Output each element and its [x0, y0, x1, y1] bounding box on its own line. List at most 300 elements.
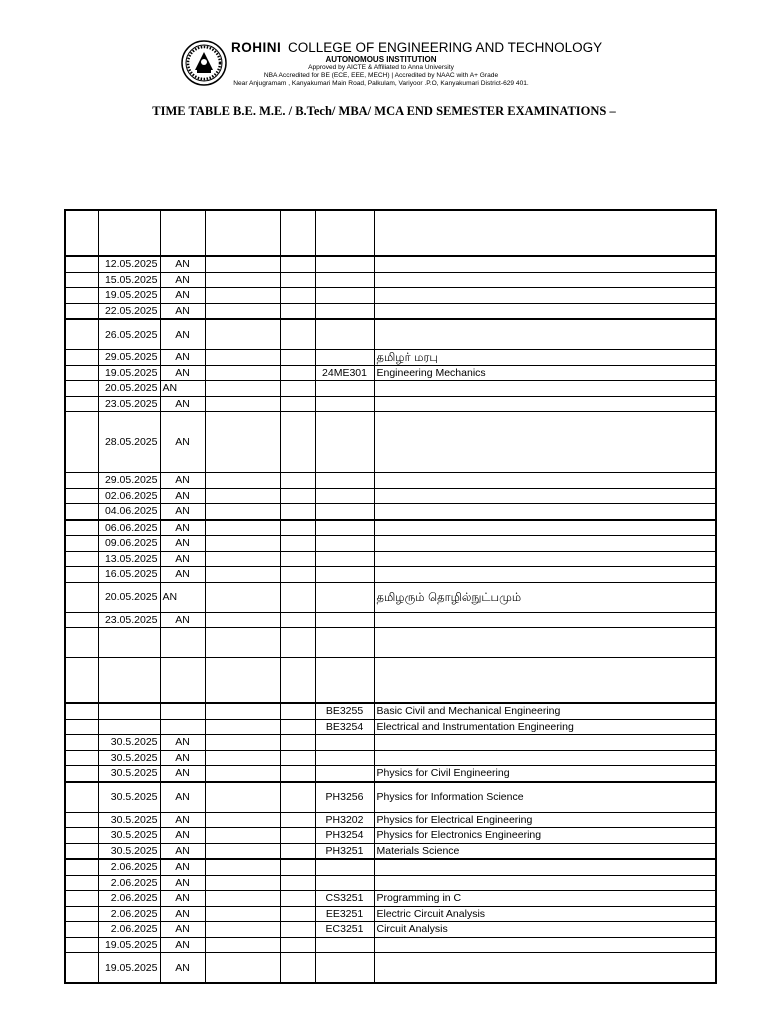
course-code-cell	[315, 750, 374, 766]
subject-cell: தமிழர் மரபு	[374, 350, 716, 366]
blank-cell	[280, 937, 315, 953]
date-cell	[98, 658, 160, 704]
college-full-name: COLLEGE OF ENGINEERING AND TECHNOLOGY	[288, 40, 603, 55]
course-code-cell	[315, 381, 374, 397]
session-cell: AN	[160, 520, 205, 536]
sno-cell	[65, 750, 98, 766]
session-cell: AN	[160, 766, 205, 782]
blank-cell	[280, 782, 315, 813]
date-cell: 19.05.2025	[98, 288, 160, 304]
course-code-cell	[315, 488, 374, 504]
table-row	[65, 551, 716, 567]
blank-cell	[205, 628, 280, 658]
table-row	[65, 766, 716, 782]
subject-cell: Basic Civil and Mechanical Engineering	[374, 703, 716, 719]
date-cell: 2.06.2025	[98, 922, 160, 938]
blank-cell	[280, 536, 315, 552]
table-row	[65, 520, 716, 536]
blank-cell	[280, 504, 315, 520]
session-cell: AN	[160, 396, 205, 412]
blank-cell	[280, 520, 315, 536]
course-code-cell	[315, 766, 374, 782]
date-cell: 16.05.2025	[98, 567, 160, 583]
blank-cell	[280, 875, 315, 891]
table-row	[65, 875, 716, 891]
table-row	[65, 381, 716, 397]
course-code-cell	[315, 319, 374, 350]
sno-cell	[65, 504, 98, 520]
sno-cell	[65, 703, 98, 719]
blank-cell	[205, 536, 280, 552]
blank-cell	[280, 859, 315, 875]
date-cell: 30.5.2025	[98, 843, 160, 859]
exam-timetable	[64, 209, 717, 984]
date-cell: 19.05.2025	[98, 937, 160, 953]
table-header-row	[65, 210, 716, 256]
blank-cell	[205, 350, 280, 366]
blank-cell	[280, 488, 315, 504]
sno-cell	[65, 488, 98, 504]
table-row	[65, 891, 716, 907]
table-row	[65, 365, 716, 381]
session-cell	[160, 703, 205, 719]
blank-cell	[280, 612, 315, 628]
subject-cell	[374, 504, 716, 520]
date-cell: 2.06.2025	[98, 875, 160, 891]
course-code-cell	[315, 937, 374, 953]
table-row	[65, 719, 716, 735]
subject-cell	[374, 937, 716, 953]
sno-cell	[65, 288, 98, 304]
session-cell: AN	[160, 750, 205, 766]
subject-cell: Electric Circuit Analysis	[374, 906, 716, 922]
table-row	[65, 735, 716, 751]
session-cell: AN	[160, 256, 205, 272]
session-cell: AN	[160, 488, 205, 504]
subject-cell: Physics for Electrical Engineering	[374, 812, 716, 828]
date-cell: 20.05.2025	[98, 381, 160, 397]
date-cell: 02.06.2025	[98, 488, 160, 504]
course-code-cell	[315, 658, 374, 704]
blank-cell	[205, 520, 280, 536]
table-row	[65, 750, 716, 766]
course-code-cell	[315, 859, 374, 875]
blank-cell	[280, 750, 315, 766]
blank-cell	[205, 828, 280, 844]
table-row	[65, 473, 716, 489]
table-row	[65, 922, 716, 938]
sno-cell	[65, 766, 98, 782]
sno-cell	[65, 303, 98, 319]
subject-cell	[374, 412, 716, 473]
blank-cell	[205, 750, 280, 766]
date-cell: 28.05.2025	[98, 412, 160, 473]
course-code-cell: PH3251	[315, 843, 374, 859]
blank-cell	[280, 256, 315, 272]
sno-cell	[65, 272, 98, 288]
blank-cell	[205, 412, 280, 473]
blank-cell	[205, 567, 280, 583]
subject-cell: Materials Science	[374, 843, 716, 859]
blank-cell	[280, 843, 315, 859]
blank-cell	[280, 582, 315, 612]
subject-cell: தமிழரும் தொழில்நுட்பமும்	[374, 582, 716, 612]
blank-cell	[280, 319, 315, 350]
course-code-cell	[315, 567, 374, 583]
course-code-cell	[315, 875, 374, 891]
timetable-title: TIME TABLE B.E. M.E. / B.Tech/ MBA/ MCA END SEMESTER EXAMINATIONS –	[152, 104, 616, 118]
table-row	[65, 567, 716, 583]
table-row	[65, 703, 716, 719]
table-row	[65, 937, 716, 953]
date-cell: 26.05.2025	[98, 319, 160, 350]
table-row	[65, 612, 716, 628]
date-cell: 2.06.2025	[98, 891, 160, 907]
table-row	[65, 628, 716, 658]
course-code-cell: EE3251	[315, 906, 374, 922]
college-name	[231, 40, 601, 55]
blank-cell	[205, 719, 280, 735]
blank-cell	[205, 365, 280, 381]
table-row	[65, 350, 716, 366]
table-row	[65, 256, 716, 272]
blank-cell	[205, 381, 280, 397]
sno-cell	[65, 953, 98, 984]
session-cell: AN	[160, 612, 205, 628]
subject-cell	[374, 735, 716, 751]
blank-cell	[205, 843, 280, 859]
session-cell: AN	[160, 365, 205, 381]
table-row	[65, 412, 716, 473]
blank-cell	[280, 303, 315, 319]
course-code-cell	[315, 288, 374, 304]
subject-cell: Physics for Electronics Engineering	[374, 828, 716, 844]
sno-cell	[65, 719, 98, 735]
table-row	[65, 812, 716, 828]
date-cell: 30.5.2025	[98, 782, 160, 813]
sno-cell	[65, 782, 98, 813]
course-code-cell	[315, 272, 374, 288]
course-code-cell: PH3254	[315, 828, 374, 844]
session-cell: AN	[160, 551, 205, 567]
header-cell	[315, 210, 374, 256]
blank-cell	[280, 381, 315, 397]
blank-cell	[280, 350, 315, 366]
date-cell: 23.05.2025	[98, 396, 160, 412]
subject-cell	[374, 256, 716, 272]
blank-cell	[205, 735, 280, 751]
blank-cell	[205, 875, 280, 891]
header-cell	[65, 210, 98, 256]
course-code-cell: EC3251	[315, 922, 374, 938]
blank-cell	[280, 953, 315, 984]
blank-cell	[205, 551, 280, 567]
blank-cell	[205, 953, 280, 984]
blank-cell	[205, 937, 280, 953]
course-code-cell: BE3255	[315, 703, 374, 719]
sno-cell	[65, 735, 98, 751]
table-row	[65, 582, 716, 612]
table-row	[65, 288, 716, 304]
blank-cell	[205, 473, 280, 489]
session-cell: AN	[160, 381, 205, 397]
date-cell	[98, 719, 160, 735]
session-cell: AN	[160, 272, 205, 288]
session-cell: AN	[160, 812, 205, 828]
sno-cell	[65, 658, 98, 704]
course-code-cell	[315, 536, 374, 552]
blank-cell	[280, 891, 315, 907]
address-line: Near Anjugramam , Kanyakumari Main Road, Palkulam, Variyoor .P.O, Kanyakumari District-629 401.	[233, 79, 529, 87]
date-cell: 30.5.2025	[98, 812, 160, 828]
date-cell: 23.05.2025	[98, 612, 160, 628]
sno-cell	[65, 256, 98, 272]
table-row	[65, 272, 716, 288]
blank-cell	[205, 256, 280, 272]
session-cell	[160, 719, 205, 735]
sno-cell	[65, 906, 98, 922]
subject-cell: Circuit Analysis	[374, 922, 716, 938]
session-cell: AN	[160, 412, 205, 473]
session-cell: AN	[160, 891, 205, 907]
table-row	[65, 504, 716, 520]
blank-cell	[280, 567, 315, 583]
sno-cell	[65, 922, 98, 938]
header-cell	[374, 210, 716, 256]
blank-cell	[280, 906, 315, 922]
session-cell: AN	[160, 319, 205, 350]
date-cell: 2.06.2025	[98, 906, 160, 922]
subject-cell	[374, 658, 716, 704]
sno-cell	[65, 891, 98, 907]
session-cell: AN	[160, 303, 205, 319]
sno-cell	[65, 381, 98, 397]
subject-cell	[374, 859, 716, 875]
course-code-cell: PH3256	[315, 782, 374, 813]
course-code-cell	[315, 520, 374, 536]
table-row	[65, 906, 716, 922]
table-row	[65, 953, 716, 984]
subject-cell	[374, 536, 716, 552]
blank-cell	[280, 812, 315, 828]
sno-cell	[65, 843, 98, 859]
session-cell: AN	[160, 473, 205, 489]
date-cell: 13.05.2025	[98, 551, 160, 567]
subject-cell	[374, 551, 716, 567]
sno-cell	[65, 582, 98, 612]
blank-cell	[205, 319, 280, 350]
session-cell: AN	[160, 859, 205, 875]
session-cell: AN	[160, 843, 205, 859]
blank-cell	[205, 504, 280, 520]
blank-cell	[205, 812, 280, 828]
blank-cell	[205, 766, 280, 782]
date-cell: 2.06.2025	[98, 859, 160, 875]
date-cell: 30.5.2025	[98, 766, 160, 782]
subject-cell: Physics for Civil Engineering	[374, 766, 716, 782]
blank-cell	[205, 922, 280, 938]
table-row	[65, 488, 716, 504]
table-row	[65, 859, 716, 875]
subject-cell	[374, 288, 716, 304]
blank-cell	[280, 658, 315, 704]
session-cell	[160, 628, 205, 658]
date-cell: 15.05.2025	[98, 272, 160, 288]
subject-cell	[374, 875, 716, 891]
autonomous-label: AUTONOMOUS INSTITUTION	[325, 55, 437, 64]
subject-cell	[374, 520, 716, 536]
sno-cell	[65, 536, 98, 552]
course-code-cell	[315, 303, 374, 319]
date-cell: 30.5.2025	[98, 750, 160, 766]
blank-cell	[280, 473, 315, 489]
blank-cell	[205, 782, 280, 813]
blank-cell	[205, 272, 280, 288]
date-cell: 04.06.2025	[98, 504, 160, 520]
sno-cell	[65, 412, 98, 473]
blank-cell	[205, 288, 280, 304]
subject-cell	[374, 612, 716, 628]
table-row	[65, 303, 716, 319]
subject-cell	[374, 488, 716, 504]
sno-cell	[65, 551, 98, 567]
session-cell: AN	[160, 922, 205, 938]
sno-cell	[65, 567, 98, 583]
subject-cell	[374, 272, 716, 288]
sno-cell	[65, 628, 98, 658]
course-code-cell	[315, 396, 374, 412]
blank-cell	[280, 288, 315, 304]
blank-cell	[205, 303, 280, 319]
blank-cell	[205, 582, 280, 612]
header-cell	[160, 210, 205, 256]
session-cell: AN	[160, 875, 205, 891]
sno-cell	[65, 520, 98, 536]
sno-cell	[65, 365, 98, 381]
session-cell: AN	[160, 906, 205, 922]
blank-cell	[205, 703, 280, 719]
sno-cell	[65, 859, 98, 875]
sno-cell	[65, 828, 98, 844]
session-cell: AN	[160, 288, 205, 304]
sno-cell	[65, 396, 98, 412]
sno-cell	[65, 937, 98, 953]
course-code-cell	[315, 350, 374, 366]
subject-cell	[374, 303, 716, 319]
course-code-cell	[315, 504, 374, 520]
table-row	[65, 658, 716, 704]
college-seal-icon	[181, 40, 227, 86]
date-cell	[98, 703, 160, 719]
date-cell: 30.5.2025	[98, 828, 160, 844]
subject-cell	[374, 628, 716, 658]
session-cell: AN	[160, 953, 205, 984]
subject-cell: Physics for Information Science	[374, 782, 716, 813]
course-code-cell	[315, 953, 374, 984]
date-cell: 19.05.2025	[98, 953, 160, 984]
table-row	[65, 843, 716, 859]
blank-cell	[280, 703, 315, 719]
blank-cell	[280, 922, 315, 938]
course-code-cell	[315, 473, 374, 489]
course-code-cell	[315, 612, 374, 628]
date-cell: 09.06.2025	[98, 536, 160, 552]
subject-cell	[374, 953, 716, 984]
session-cell: AN	[160, 567, 205, 583]
subject-cell: Engineering Mechanics	[374, 365, 716, 381]
table-row	[65, 828, 716, 844]
sno-cell	[65, 319, 98, 350]
blank-cell	[205, 612, 280, 628]
blank-cell	[280, 551, 315, 567]
blank-cell	[205, 859, 280, 875]
table-row	[65, 782, 716, 813]
subject-cell	[374, 473, 716, 489]
sno-cell	[65, 612, 98, 628]
subject-cell	[374, 750, 716, 766]
table-row	[65, 536, 716, 552]
blank-cell	[205, 658, 280, 704]
blank-cell	[280, 766, 315, 782]
blank-cell	[280, 272, 315, 288]
session-cell: AN	[160, 782, 205, 813]
header-cell	[205, 210, 280, 256]
session-cell: AN	[160, 937, 205, 953]
session-cell: AN	[160, 735, 205, 751]
session-cell: AN	[160, 582, 205, 612]
date-cell: 06.06.2025	[98, 520, 160, 536]
course-code-cell	[315, 412, 374, 473]
header-cell	[98, 210, 160, 256]
blank-cell	[205, 891, 280, 907]
sno-cell	[65, 473, 98, 489]
course-code-cell	[315, 735, 374, 751]
subject-cell	[374, 396, 716, 412]
course-code-cell	[315, 582, 374, 612]
college-header	[181, 40, 601, 96]
date-cell: 19.05.2025	[98, 365, 160, 381]
header-cell	[280, 210, 315, 256]
blank-cell	[280, 365, 315, 381]
subject-cell: Programming in C	[374, 891, 716, 907]
subject-cell	[374, 567, 716, 583]
approval-line: Approved by AICTE & Affiliated to Anna University	[308, 64, 454, 71]
sno-cell	[65, 875, 98, 891]
course-code-cell: BE3254	[315, 719, 374, 735]
sno-cell	[65, 350, 98, 366]
course-code-cell	[315, 256, 374, 272]
table-row	[65, 396, 716, 412]
subject-cell: Electrical and Instrumentation Engineering	[374, 719, 716, 735]
accreditation-line: NBA Accredited for BE (ECE, EEE, MECH) | Accredited by NAAC with A+ Grade	[263, 71, 499, 79]
table-row	[65, 319, 716, 350]
course-code-cell: PH3202	[315, 812, 374, 828]
course-code-cell	[315, 628, 374, 658]
blank-cell	[280, 828, 315, 844]
session-cell: AN	[160, 828, 205, 844]
subject-cell	[374, 319, 716, 350]
subject-cell	[374, 381, 716, 397]
course-code-cell: CS3251	[315, 891, 374, 907]
blank-cell	[205, 396, 280, 412]
blank-cell	[205, 488, 280, 504]
date-cell: 22.05.2025	[98, 303, 160, 319]
date-cell: 12.05.2025	[98, 256, 160, 272]
session-cell: AN	[160, 504, 205, 520]
session-cell: AN	[160, 536, 205, 552]
blank-cell	[280, 719, 315, 735]
college-brand: ROHINI	[231, 40, 282, 55]
